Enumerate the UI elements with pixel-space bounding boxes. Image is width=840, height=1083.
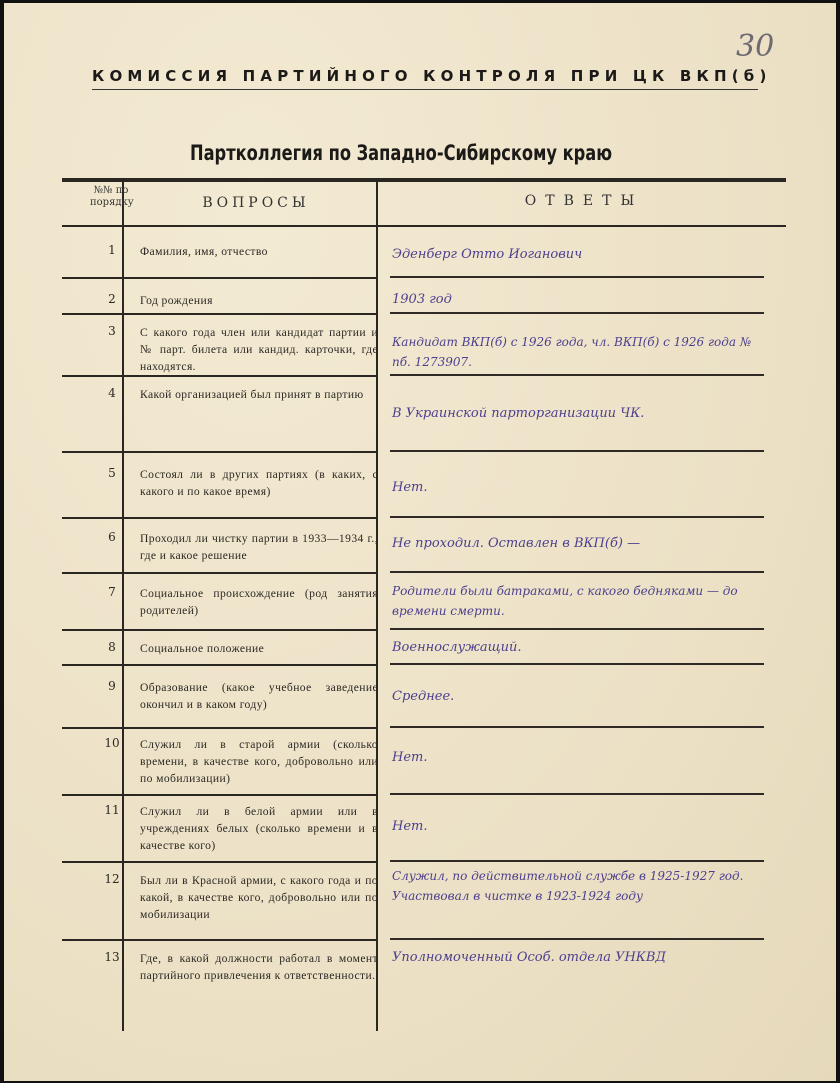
column-header-answers: ОТВЕТЫ [524,193,644,209]
handwritten-answer: 1903 год [392,292,452,307]
row-number: 10 [104,736,120,750]
answer-underline [390,450,764,452]
answer-underline [390,312,764,314]
row-divider [124,727,376,729]
question-text: Год рождения [140,294,213,307]
row-divider [124,375,376,377]
row-divider [124,664,376,666]
answer-underline [390,374,764,376]
row-divider [62,727,122,729]
row-number: 4 [108,386,116,400]
column-divider [122,181,124,1031]
question-text: Состоял ли в других партиях (в каких, с какого и по какое время) [140,468,378,498]
row-number: 8 [108,640,116,654]
row-divider [62,861,122,863]
row-divider [62,451,122,453]
row-divider [124,861,376,863]
row-divider [62,572,122,574]
row-divider [124,939,376,941]
table-header-rule [62,225,786,227]
handwritten-answer: Кандидат ВКП(б) с 1926 года, чл. ВКП(б) с 1926 года № пб. 1273907. [392,335,752,369]
handwritten-answer: Служил, по действительной службе в 1925-1927 год. Участвовал в чистке в 1923-1924 году [392,869,744,903]
row-number: 7 [108,585,116,599]
answer-underline [390,663,764,665]
row-divider [62,375,122,377]
handwritten-answer: Нет. [392,819,428,834]
handwritten-answer: Родители были батраками, с какого бедняками — до времени смерти. [392,584,738,618]
question-text: Образование (какое учебное заведение окончил и в каком году) [140,681,378,711]
handwritten-answer: Не проходил. Оставлен в ВКП(б) — [392,536,641,551]
row-number: 9 [108,679,116,693]
handwritten-answer: Эденберг Отто Иоганович [392,247,583,262]
question-text: Был ли в Красной армии, с какого года и по какой, в качестве кого, добровольно или по мобилизации [140,874,378,921]
row-divider [124,572,376,574]
answer-underline [390,628,764,630]
row-divider [124,517,376,519]
row-number: 11 [104,803,120,817]
row-divider [62,664,122,666]
row-divider [62,313,122,315]
row-number: 2 [108,292,116,306]
answer-underline [390,276,764,278]
question-text: Служил ли в белой армии или в учреждениях белых (сколько времени и в качестве кого) [140,805,378,852]
row-divider [124,313,376,315]
question-text: Социальное происхождение (род занятия родителей) [140,587,378,617]
answer-underline [390,726,764,728]
answer-underline [390,938,764,940]
row-number: 3 [108,324,116,338]
row-divider [124,277,376,279]
answer-underline [390,571,764,573]
handwritten-answer: Уполномоченный Особ. отдела УНКВД [392,950,666,965]
row-divider [124,629,376,631]
row-number: 5 [108,466,116,480]
table-top-rule [62,178,786,182]
collegium-title: Партколлегия по Западно-Сибирскому краю [190,141,613,165]
answer-underline [390,860,764,862]
document-page [4,3,836,1081]
question-text: Фамилия, имя, отчество [140,245,268,258]
commission-heading: КОМИССИЯ ПАРТИЙНОГО КОНТРОЛЯ ПРИ ЦК ВКП(б) [92,67,772,85]
row-divider [124,794,376,796]
handwritten-answer: Военнослужащий. [392,640,522,655]
folio-number: 30 [736,29,775,64]
row-number: 13 [104,950,120,964]
question-text: Социальное положение [140,642,265,655]
question-text: Какой организацией был принят в партию [140,388,364,401]
handwritten-answer: Нет. [392,480,428,495]
question-text: Проходил ли чистку партии в 1933—1934 г., где и какое решение [140,532,378,562]
question-text: Служил ли в старой армии (сколько времени, в качестве кого, добровольно или по мобилизации) [140,738,378,785]
handwritten-answer: Нет. [392,750,428,765]
row-divider [62,629,122,631]
question-text: Где, в какой должности работал в момент партийного привлечения к ответственности. [140,952,378,982]
row-divider [124,451,376,453]
answer-underline [390,516,764,518]
row-divider [62,517,122,519]
column-header-questions: ВОПРОСЫ [202,195,310,211]
answer-underline [390,793,764,795]
row-number: 12 [104,872,120,886]
row-number: 6 [108,530,116,544]
row-divider [62,794,122,796]
question-text: С какого года член или кандидат партии и № парт. билета или кандид. карточки, где находятся. [140,326,378,373]
row-divider [62,277,122,279]
row-divider [62,939,122,941]
handwritten-answer: Среднее. [392,689,455,704]
heading-rule [92,89,758,90]
handwritten-answer: В Украинской парторганизации ЧК. [392,406,645,421]
row-number: 1 [108,243,116,257]
column-header-number: №№ по порядку [90,185,134,208]
